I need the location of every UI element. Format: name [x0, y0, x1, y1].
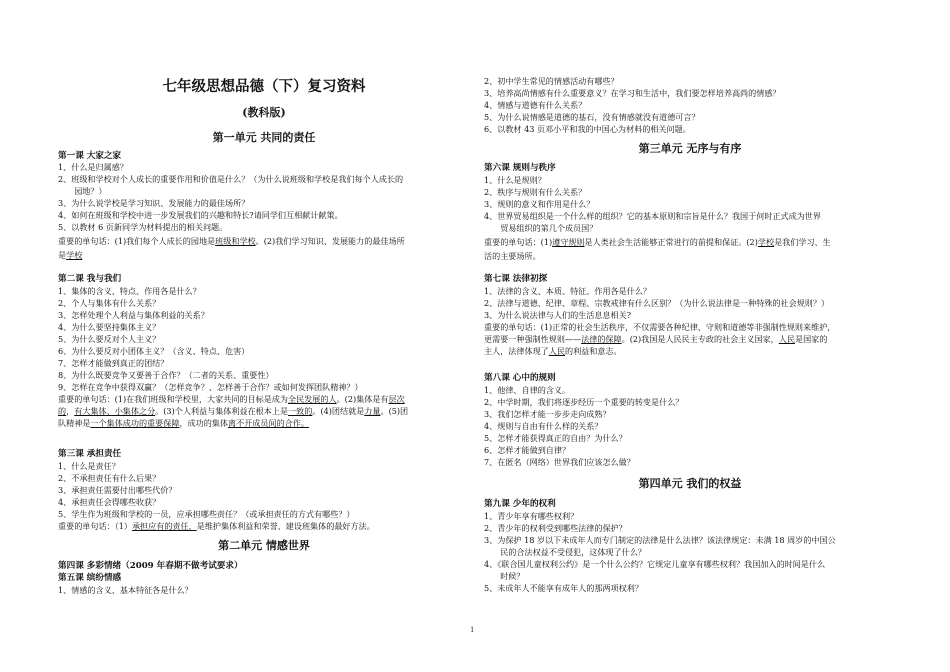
text-segment: 重要的单句话：（1） [58, 521, 132, 531]
underlined-key-phrase: 学校 [66, 250, 83, 260]
text-segment: 。(2)集体是有 [336, 394, 389, 404]
lesson-heading: 第一课 大家之家 [58, 151, 122, 161]
lesson-heading: 第五课 缤纷情感 [58, 573, 122, 583]
underlined-key-phrase: 人民 [778, 334, 795, 344]
lesson-heading: 第七课 法律初探 [484, 274, 548, 284]
text-line [58, 406, 408, 416]
text-line: 5、怎样才能获得真正的自由？为什么？ [484, 433, 627, 443]
text-line: 重要的单句话：(1)正常的社会生活秩序，不仅需要各种纪律、守则和道德等非强制性规则来维护， [484, 322, 836, 332]
text-line: 6、怎样才能做到自律？ [484, 445, 571, 455]
text-line [484, 346, 622, 356]
text-line: 2、初中学生常见的情感活动有哪些？ [484, 76, 619, 86]
lesson-heading: 第二课 我与我们 [58, 274, 122, 284]
text-segment: 队精神是 [58, 418, 91, 428]
text-line: 2、法律与道德、纪律、章程、宗教戒律有什么区别？（为什么说法律是一种特殊的社会规则？） [484, 298, 830, 308]
text-line: 7、怎样才能做到真正的团结？ [58, 358, 169, 368]
text-segment: 。(4)团结就是 [312, 406, 365, 416]
text-line: 1、他律、自律的含义。 [484, 385, 571, 395]
text-line: 4、情感与道德有什么关系？ [484, 100, 587, 110]
underlined-key-phrase: 一个集体成功的重要保障 [90, 418, 180, 428]
text-line [484, 237, 831, 247]
text-segment: 是维护集体利益和荣誉、建设班集体的最好方法。 [196, 521, 375, 531]
text-line: 5、未成年人不能享有成年人的那两项权利？ [484, 583, 643, 593]
text-line [58, 521, 375, 531]
text-line: 5、为什么要反对个人主义？ [58, 334, 161, 344]
text-segment: 。(3)个人利益与集体利益在根本上是 [155, 406, 289, 416]
underlined-key-phrase: 班级和学校 [215, 236, 256, 246]
underlined-key-phrase: 遵守规则 [552, 237, 585, 247]
text-line: 5、以教材 6 页新同学为材料提出的相关问题。 [58, 222, 228, 232]
text-line: 2、不承担责任有什么后果？ [58, 473, 161, 483]
text-line: 2、个人与集体有什么关系？ [58, 298, 161, 308]
text-line: 时候？ [484, 571, 525, 581]
lesson-heading: 第三课 承担责任 [58, 449, 122, 459]
text-line: 3、为什么说学校是学习知识、发展能力的最佳场所？ [58, 198, 250, 208]
text-line: 1、什么是责任？ [58, 461, 120, 471]
text-line [58, 236, 405, 246]
text-segment: ， [66, 406, 75, 416]
underlined-key-phrase: 法律的保障 [581, 334, 622, 344]
unit-heading: 第三单元 无序与有序 [638, 142, 742, 155]
text-segment: 重要的单句话：(1)在我们班级和学校里，大家共同的目标是成为 [58, 394, 288, 404]
text-segment: 是国家的 [794, 334, 828, 344]
text-line: 2、中学时期，我们将逐步经历一个重要的转变是什么？ [484, 397, 684, 407]
text-line: 3、怎样处理个人利益与集体利益的关系？ [58, 310, 209, 320]
text-line: 4、为什么要坚持集体主义？ [58, 322, 161, 332]
text-line: 2、秩序与规则有什么关系？ [484, 187, 587, 197]
unit-heading: 第四单元 我们的权益 [638, 477, 742, 490]
text-line: 1、什么是归属感？ [58, 162, 128, 172]
text-segment: ，成功的集体 [179, 418, 229, 428]
lesson-heading: 第六课 规则与秩序 [484, 163, 556, 173]
underlined-key-phrase: 一致的 [288, 406, 313, 416]
text-line: 1、青少年享有哪些权利？ [484, 511, 579, 521]
lesson-heading: 第八课 心中的规则 [484, 373, 556, 383]
text-segment: 是我们学习、生 [774, 237, 831, 247]
underlined-key-phrase: 层次 [388, 394, 405, 404]
text-line: 活的主要场所。 [484, 251, 541, 261]
text-line: 4、如何在班级和学校中进一步发展我们的兴趣和特长?请同学们互相献计献策。 [58, 210, 343, 220]
text-line [58, 394, 405, 404]
text-line: 4、《联合国儿童权利公约》是一个什么公约？它规定儿童享有哪些权利？我国加入的时间是什么 [484, 559, 826, 569]
underlined-key-phrase: 人民 [548, 346, 565, 356]
page-number: 1 [470, 626, 475, 634]
text-segment: 重要的单句话：(1)我们每个人成长的园地是 [58, 236, 216, 246]
text-segment: 的利益和意志。 [564, 346, 622, 356]
text-line: 2、青少年的权利受到哪些法律的保护？ [484, 523, 627, 533]
underlined-key-phrase: 有大集体、小集体之分 [74, 406, 156, 416]
text-segment: 。(2)我们学习知识、发展能力的最佳场所 [255, 236, 405, 246]
text-line: 民的合法权益不受侵犯，这体现了什么？ [484, 547, 646, 557]
underlined-key-phrase: 离不开成员间的合作。 [228, 418, 309, 428]
text-segment: 重要的单句话：(1) [484, 237, 553, 247]
text-line: 6、以教材 43 页邓小平和我的中国心为材料的相关问题。 [484, 124, 691, 134]
text-line: 1、法律的含义、本质、特征、作用各是什么？ [484, 286, 652, 296]
lesson-heading: 第四课 多彩情绪（2009 年春期不做考试要求） [58, 561, 243, 571]
lesson-heading: 第九课 少年的权利 [484, 499, 556, 509]
underlined-key-phrase: 学校 [757, 237, 775, 247]
document-title: 七年级思想品德（下）复习资料 [162, 78, 366, 95]
text-line: 3、我们怎样才能一步步走向成熟？ [484, 409, 611, 419]
text-line: 3、为什么说法律与人们的生活息息相关? [484, 310, 632, 320]
text-segment: 。(2)我国是人民民主专政的社会主义国家， [621, 334, 779, 344]
text-line [58, 418, 309, 428]
text-line: 4、承担责任会得哪些收获？ [58, 497, 161, 507]
text-line: 6、为什么要反对小团体主义？（含义、特点、危害） [58, 346, 250, 356]
text-line: 5、学生作为班级和学校的一员，应承担哪些责任？（或承担责任的方式有哪些？） [58, 509, 355, 519]
text-line: 4、世界贸易组织是一个什么样的组织？它的基本原则和宗旨是什么？我国于何时正式成为世界 [484, 211, 821, 221]
document-subtitle: (教科版) [242, 106, 286, 119]
text-line: 1、情感的含义、基本特征各是什么？ [58, 585, 193, 595]
text-segment: 是 [58, 250, 67, 260]
text-line: 2、班级和学校对个人成长的重要作用和价值是什么？（为什么说班级和学校是我们每个人成长的 [58, 174, 404, 184]
text-segment: 。(5)团 [380, 406, 409, 416]
text-segment: 是人类社会生活能够正常进行的前提和保证。(2) [584, 237, 758, 247]
underlined-key-phrase: 承担应有的责任， [131, 521, 197, 531]
text-line: 7、在匿名（网络）世界我们应该怎么做？ [484, 457, 635, 467]
text-line: 9、怎样在竞争中获得双赢？（怎样竞争？、怎样善于合作？或如何发挥团队精神？） [58, 382, 363, 392]
text-line: 3、规则的意义和作用是什么？ [484, 199, 595, 209]
unit-heading: 第一单元 共同的责任 [212, 131, 316, 144]
text-line: 8、为什么既要竞争又要善于合作？（二者的关系、重要性） [58, 370, 274, 380]
text-line: 园地？） [58, 186, 107, 196]
text-line: 5、为什么说情感是道德的基石，没有情感就没有道德可言？ [484, 112, 700, 122]
text-segment: 更需要一种强制性规则—— [484, 334, 582, 344]
text-line: 3、为保护 18 岁以下未成年人而专门制定的法律是什么法律？该法律规定：未满 18 周岁的中国公 [484, 535, 836, 545]
text-line: 1、什么是规则？ [484, 175, 546, 185]
underlined-key-phrase: 全民发展的人 [288, 394, 337, 404]
underlined-key-phrase: 的 [58, 406, 67, 416]
text-line: 4、规则与自由有什么样的关系？ [484, 421, 603, 431]
text-line: 1、集体的含义、特点、作用各是什么？ [58, 286, 201, 296]
text-line: 3、承担责任需要付出哪些代价？ [58, 485, 177, 495]
text-line [58, 250, 82, 260]
text-segment: 主人，法律体现了 [484, 346, 549, 356]
unit-heading: 第二单元 情感世界 [218, 539, 310, 552]
underlined-key-phrase: 力量 [364, 406, 381, 416]
text-line: 贸易组织的第几个成员国？ [484, 223, 598, 233]
text-line [484, 334, 827, 344]
text-line: 3、培养高尚情感有什么重要意义？在学习和生活中，我们要怎样培养高尚的情感？ [484, 88, 781, 98]
